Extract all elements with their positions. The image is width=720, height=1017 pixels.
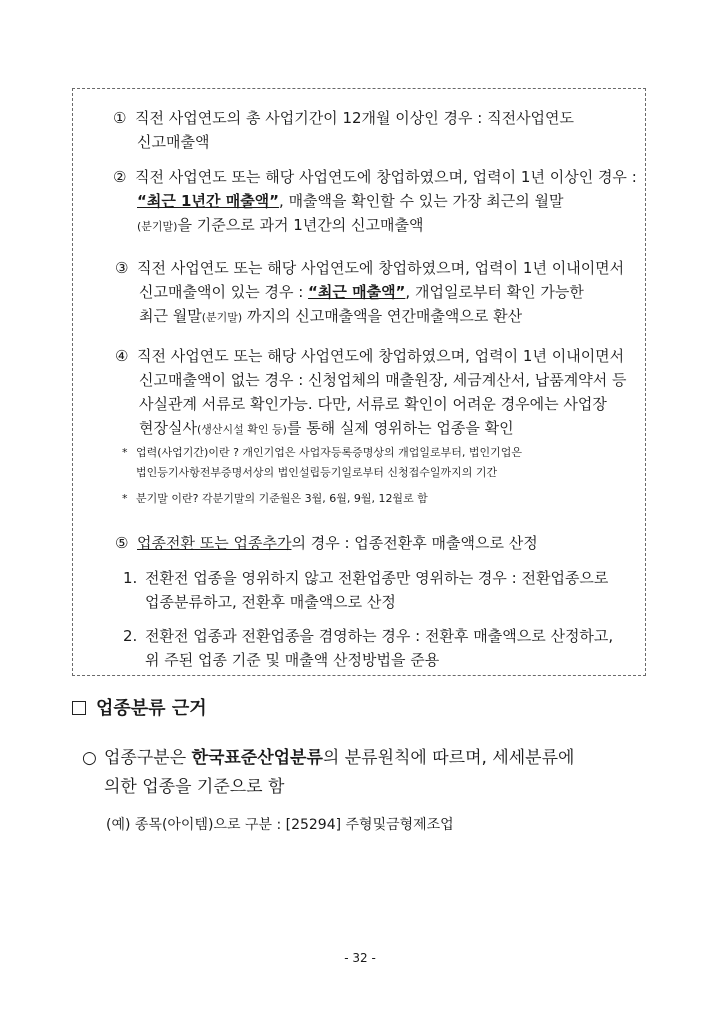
body-line-2: 의한 업종을 기준으로 함 — [104, 777, 285, 797]
item-1-number: ① — [113, 109, 127, 127]
item-4-text: 직전 사업연도 또는 해당 사업연도에 창업하였으며, 업력이 1년 이내이면서 — [137, 347, 625, 365]
item-3-line-3 — [139, 306, 522, 328]
industry-addition-term: 업종추가 — [233, 534, 292, 552]
item-4-line-2: 신고매출액이 없는 경우 : 신청업체의 매출원장, 세금계산서, 납품계약서 등 — [139, 371, 627, 389]
item-4-number: ④ — [115, 347, 129, 365]
ksic-term: 한국표준산업분류 — [191, 748, 323, 768]
item-4-line-4-pre: 현장실사 — [139, 419, 197, 437]
note-2-text: 분기말 이란? 각분기말의 기준월은 3월, 6월, 9월, 12월로 함 — [136, 492, 428, 505]
sub-item-2-line-2: 위 주된 업종 기준 및 매출액 산정방법을 준용 — [145, 651, 440, 669]
sub-item-1-text: 전환전 업종을 영위하지 않고 전환업종만 영위하는 경우 : 전환업종으로 — [145, 569, 609, 587]
note-quarter-end — [122, 489, 428, 509]
item-3-number: ③ — [115, 259, 129, 277]
section-marker — [72, 701, 86, 715]
item-1-text: 직전 사업연도의 총 사업기간이 12개월 이상인 경우 : 직전사업연도 — [135, 109, 575, 127]
sub-item-1-line-2: 업종분류하고, 전환후 매출액으로 산정 — [145, 593, 396, 611]
body-line-1-rest: 의 분류원칙에 따르며, 세세분류에 — [322, 748, 575, 768]
item-2-line-3-rest: 을 기준으로 과거 1년간의 신고매출액 — [177, 216, 424, 234]
item-3-line-3-pre: 최근 월말 — [139, 307, 202, 325]
item-5-number: ⑤ — [115, 534, 129, 552]
item-2-quarter-note: (분기말) — [137, 220, 178, 233]
item-1-line-2: 신고매출액 — [137, 133, 210, 151]
note-1-text: 업력(사업기간)이란 ? 개인기업은 사업자등록증명상의 개업일로부터, 법인기업은 — [136, 446, 523, 459]
item-5-line — [115, 533, 538, 553]
sub-item-1-number: 1. — [123, 569, 138, 587]
item-4-line-4-rest: 를 통해 실제 영위하는 업종을 확인 — [286, 419, 514, 437]
item-1-line-1 — [113, 108, 574, 128]
example-line: (예) 종목(아이템)으로 구분 : [25294] 주형및금형제조업 — [106, 817, 454, 833]
item-4-line-3: 사실관계 서류로 확인가능. 다만, 서류로 확인이 어려운 경우에는 사업장 — [139, 395, 607, 413]
item-4-line-4 — [139, 418, 514, 440]
item-2-text: 직전 사업연도 또는 해당 사업연도에 창업하였으며, 업력이 1년 이상인 경우 : — [135, 168, 637, 186]
item-2-line-2 — [137, 191, 564, 211]
item-4-onsite-note: (생산시설 확인 등) — [196, 423, 287, 436]
section-title: 업종분류 근거 — [96, 698, 207, 719]
item-3-line-1 — [115, 258, 624, 278]
body-line-1-pre: 업종구분은 — [104, 748, 192, 768]
page-number: - 32 - — [344, 951, 376, 965]
item-5-or: 또는 — [194, 534, 234, 552]
item-3-line-2-pre: 신고매출액이 있는 경우 : — [139, 283, 309, 301]
sub-item-2-text: 전환전 업종과 전환업종을 겸영하는 경우 : 전환후 매출액으로 산정하고, — [145, 627, 614, 645]
item-3-line-2-rest: , 개업일로부터 확인 가능한 — [405, 283, 584, 301]
industry-conversion-term: 업종전환 — [137, 534, 195, 552]
item-3-quarter-note: (분기말) — [201, 311, 243, 324]
note-business-period-line-1 — [122, 443, 522, 463]
item-2-line-1 — [113, 167, 637, 187]
sub-item-2-line-1 — [123, 626, 613, 646]
section-heading — [72, 697, 207, 721]
item-3-line-3-rest: 까지의 신고매출액을 연간매출액으로 환산 — [242, 307, 523, 325]
sub-item-2-number: 2. — [123, 627, 138, 645]
item-4-line-1 — [115, 346, 624, 366]
item-3-text: 직전 사업연도 또는 해당 사업연도에 창업하였으며, 업력이 1년 이내이면서 — [137, 259, 625, 277]
item-5-rest: 의 경우 : 업종전환후 매출액으로 산정 — [291, 534, 538, 552]
body-line-1 — [82, 746, 574, 770]
note-1-star: * — [122, 446, 128, 459]
item-3-line-2 — [139, 282, 584, 302]
recent-one-year-sales-emphasis: “최근 1년간 매출액” — [137, 192, 280, 210]
body-bullet: ○ — [82, 748, 97, 768]
sub-item-1-line-1 — [123, 568, 608, 588]
item-2-number: ② — [113, 168, 127, 186]
note-2-star: * — [122, 492, 128, 505]
item-2-line-2-rest: , 매출액을 확인할 수 있는 가장 최근의 월말 — [279, 192, 564, 210]
item-2-line-3 — [137, 215, 423, 237]
recent-sales-emphasis: “최근 매출액” — [308, 283, 406, 301]
note-business-period-line-2: 법인등기사항전부증명서상의 법인설립등기일로부터 신청접수일까지의 기간 — [136, 466, 498, 479]
